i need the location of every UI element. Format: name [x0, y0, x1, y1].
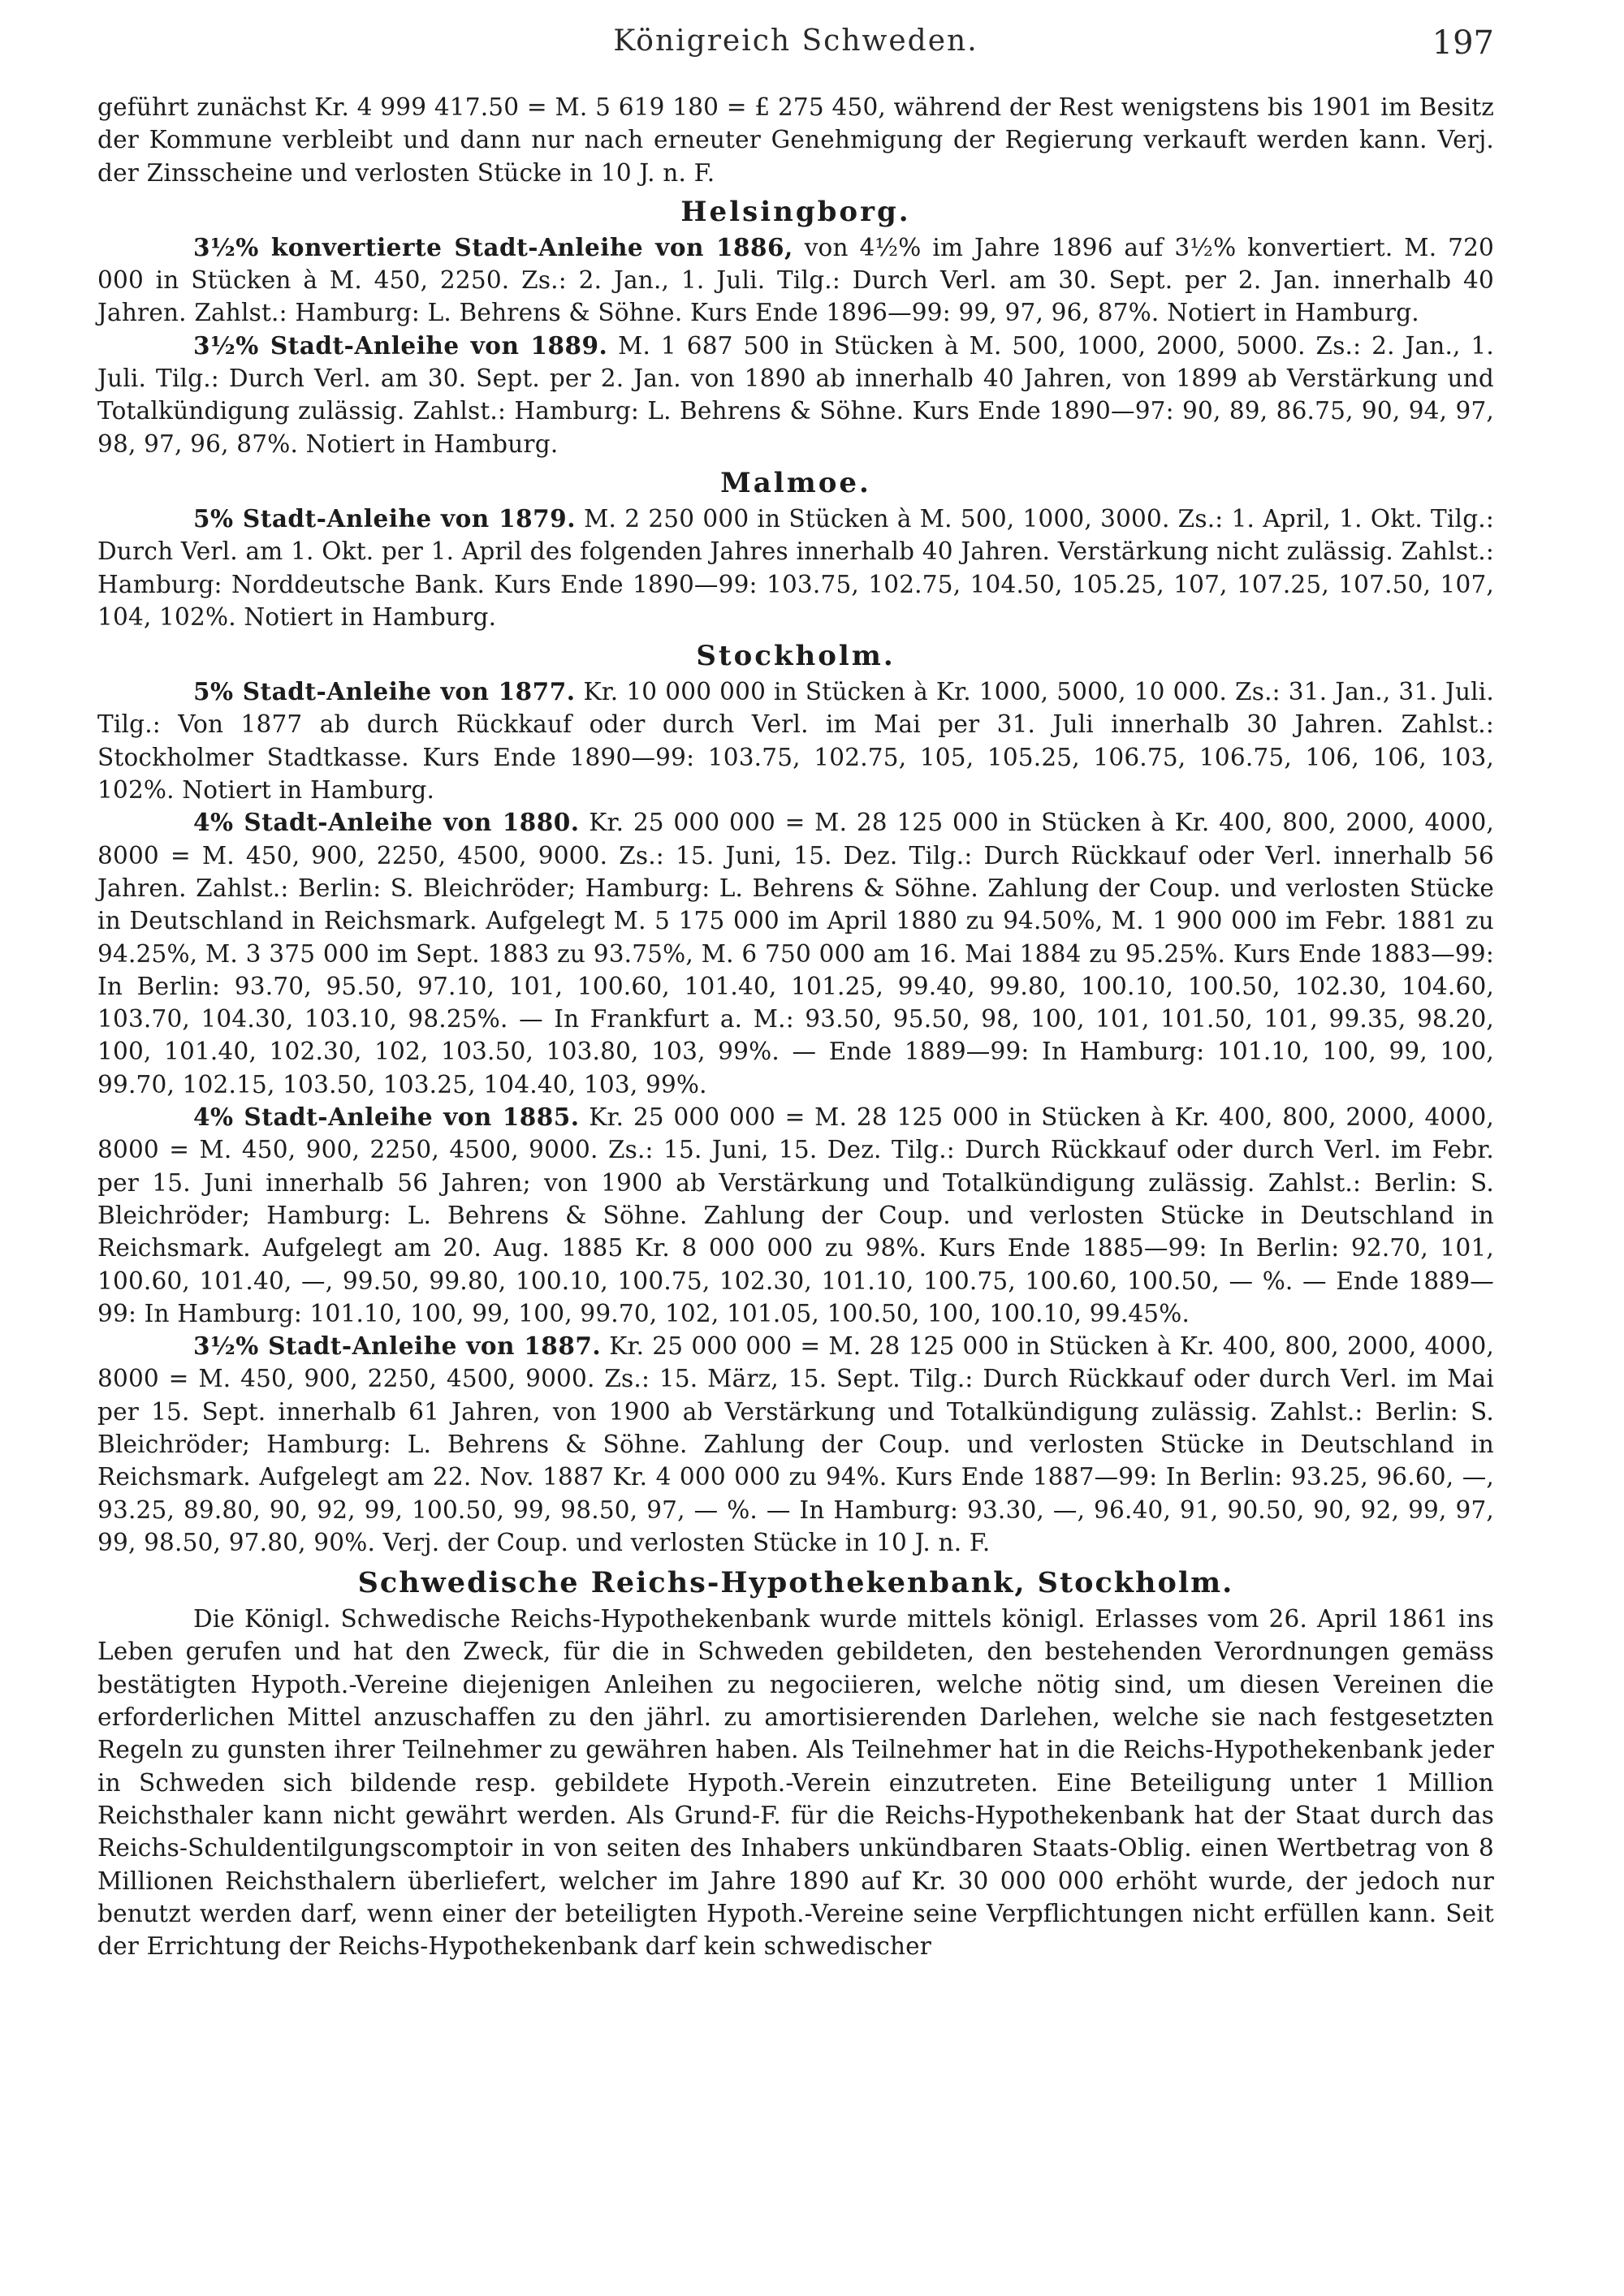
entry-lead: 5% Stadt-Anleihe von 1877.	[193, 677, 576, 706]
entry-text: Kr. 25 000 000 = M. 28 125 000 in Stücken à Kr. 400, 800, 2000, 4000, 8000 = M. 450, 900, 2250, 4500, 9000. Zs.: 15. Juni, 15. Dez. Tilg.: Durch Rückkauf oder durch Verl. im Febr. per 15. Juni innerhalb 56 Jahren; von 1900 ab Verstärkung und Totalkündigung zulässig. Zahlst.: Berlin: S. Bleichröder; Hamburg: L. Behrens & Söhne. Zahlung der Coup. und verlosten Stücke in Deutschland in Reichsmark. Aufgelegt am 20. Aug. 1885 Kr. 8 000 000 zu 98%. Kurs Ende 1885—99: In Berlin: 92.70, 101, 100.60, 101.40, —, 99.50, 99.80, 100.10, 100.75, 102.30, 101.10, 100.75, 100.60, 100.50, — %. — Ende 1889—99: In Hamburg: 101.10, 100, 99, 100, 99.70, 102, 101.05, 100.50, 100, 100.10, 99.45%.	[97, 1103, 1495, 1327]
page-body	[97, 91, 1494, 1962]
section-title-malmoe: Malmoe.	[720, 466, 871, 499]
section-title-stockholm: Stockholm.	[696, 640, 896, 673]
entry-lead: 4% Stadt-Anleihe von 1885.	[193, 1103, 580, 1132]
entry-lead: 4% Stadt-Anleihe von 1880.	[193, 808, 580, 837]
entry-text: M. 2 250 000 in Stücken à M. 500, 1000, 3000. Zs.: 1. April, 1. Okt. Tilg.: Durch Verl. am 1. Okt. per 1. April des folgenden Jahres innerhalb 40 Jahren. Verstärkung nicht zulässig. Zahlst.: Hamburg: Norddeutsche Bank. Kurs Ende 1890—99: 103.75, 102.75, 104.50, 105.25, 107, 107.25, 107.50, 107, 104, 102%. Notiert in Hamburg.	[97, 504, 1494, 631]
entry-text: Kr. 10 000 000 in Stücken à Kr. 1000, 5000, 10 000. Zs.: 31. Jan., 31. Juli. Tilg.: Von 1877 ab durch Rückkauf oder durch Verl. im Mai per 31. Juli innerhalb 30 Jahren. Zahlst.: Stockholmer Stadtkasse. Kurs Ende 1890—99: 103.75, 102.75, 105, 105.25, 106.75, 106.75, 106, 106, 103, 102%. Notiert in Hamburg.	[97, 678, 1494, 805]
running-head: Königreich Schweden.	[613, 24, 978, 58]
page-header	[97, 18, 1494, 65]
entry-stockholm-1887	[97, 1330, 1494, 1559]
section-title-helsingborg: Helsingborg.	[680, 195, 911, 228]
entry-malmoe-1879	[97, 503, 1494, 633]
entry-lead: 3½% Stadt-Anleihe von 1889.	[193, 330, 608, 360]
entry-stockholm-1885	[97, 1101, 1494, 1330]
entry-text: Kr. 25 000 000 = M. 28 125 000 in Stücken à Kr. 400, 800, 2000, 4000, 8000 = M. 450, 900, 2250, 4500, 9000. Zs.: 15. März, 15. Sept. Tilg.: Durch Rückkauf oder durch Verl. im Mai per 15. Sept. innerhalb 61 Jahren, von 1900 ab Verstärkung und Totalkündigung zulässig. Zahlst.: Berlin: S. Bleichröder; Hamburg: L. Behrens & Söhne. Zahlung der Coup. und verlosten Stücke in Deutschland in Reichsmark. Aufgelegt am 22. Nov. 1887 Kr. 4 000 000 zu 94%. Kurs Ende 1887—99: In Berlin: 93.25, 96.60, —, 93.25, 89.80, 90, 92, 99, 100.50, 99, 98.50, 97, — %. — In Hamburg: 93.30, —, 96.40, 91, 90.50, 90, 92, 99, 97, 99, 98.50, 97.80, 90%. Verj. der Coup. und verlosten Stücke in 10 J. n. F.	[97, 1332, 1495, 1556]
intro-paragraph: geführt zunächst Kr. 4 999 417.50 = M. 5 619 180 = £ 275 450, während der Rest wenigstens bis 1901 im Besitz der Kommune verbleibt und dann nur nach erneuter Genehmigung der Regierung verkauft werden kann. Verj. der Zinsscheine und verlosten Stücke in 10 J. n. F.	[97, 93, 1494, 187]
section-title-reichs-hypothekenbank: Schwedische Reichs-Hypothekenbank, Stockholm.	[357, 1566, 1234, 1600]
entry-text: von 4½% im Jahre 1896 auf 3½% konvertiert. M. 720 000 in Stücken à M. 450, 2250. Zs.: 2. Jan., 1. Juli. Tilg.: Durch Verl. am 30. Sept. per 2. Jan. innerhalb 40 Jahren. Zahlst.: Hamburg: L. Behrens & Söhne. Kurs Ende 1896—99: 99, 97, 96, 87%. Notiert in Hamburg.	[97, 233, 1495, 327]
entry-text: Kr. 25 000 000 = M. 28 125 000 in Stücken à Kr. 400, 800, 2000, 4000, 8000 = M. 450, 900, 2250, 4500, 9000. Zs.: 15. Juni, 15. Dez. Tilg.: Durch Rückkauf oder Verl. innerhalb 56 Jahren. Zahlst.: Berlin: S. Bleichröder; Hamburg: L. Behrens & Söhne. Zahlung der Coup. und verlosten Stücke in Deutschland in Reichsmark. Aufgelegt M. 5 175 000 im April 1880 zu 94.50%, M. 1 900 000 im Febr. 1881 zu 94.25%, M. 3 375 000 im Sept. 1883 zu 93.75%, M. 6 750 000 am 16. Mai 1884 zu 95.25%. Kurs Ende 1883—99: In Berlin: 93.70, 95.50, 97.10, 101, 100.60, 101.40, 101.25, 99.40, 99.80, 100.10, 100.50, 102.30, 104.60, 103.70, 104.30, 103.10, 98.25%. — In Frankfurt a. M.: 93.50, 95.50, 98, 100, 101, 101.50, 101, 99.35, 98.20, 100, 101.40, 102.30, 102, 103.50, 103.80, 103, 99%. — Ende 1889—99: In Hamburg: 101.10, 100, 99, 100, 99.70, 102.15, 103.50, 103.25, 104.40, 103, 99%.	[97, 809, 1495, 1098]
page-number: 197	[1432, 24, 1494, 62]
entry-lead: 5% Stadt-Anleihe von 1879.	[193, 503, 576, 533]
entry-text: M. 1 687 500 in Stücken à M. 500, 1000, 2000, 5000. Zs.: 2. Jan., 1. Juli. Tilg.: Durch Verl. am 30. Sept. per 2. Jan. von 1890 ab innerhalb 40 Jahren, von 1899 ab Verstärkung und Totalkündigung zulässig. Zahlst.: Hamburg: L. Behrens & Söhne. Kurs Ende 1890—97: 90, 89, 86.75, 90, 94, 97, 98, 97, 96, 87%. Notiert in Hamburg.	[97, 331, 1494, 458]
entry-stockholm-1877	[97, 675, 1494, 806]
paragraph-reichs-hypothekenbank: Die Königl. Schwedische Reichs-Hypothekenbank wurde mittels königl. Erlasses vom 26. April 1861 ins Leben gerufen und hat den Zweck, für die in Schweden gebildeten, den bestehenden Verordnungen gemäss bestätigten Hypoth.-Vereine diejenigen Anleihen zu negociieren, welche nötig sind, um diesen Vereinen die erforderlichen Mittel anzuschaffen zu den jährl. zu amortisierenden Darlehen, welche sie nach festgesetzten Regeln zu gunsten ihrer Teilnehmer zu gewähren haben. Als Teilnehmer hat in die Reichs-Hypothekenbank jeder in Schweden sich bildende resp. gebildete Hypoth.-Verein einzutreten. Eine Beteiligung unter 1 Million Reichsthaler kann nicht gewährt werden. Als Grund-F. für die Reichs-Hypothekenbank hat der Staat durch das Reichs-Schuldentilgungscomptoir in von seiten des Inhabers unkündbaren Staats-Oblig. einen Wertbetrag von 8 Millionen Reichsthalern überliefert, welcher im Jahre 1890 auf Kr. 30 000 000 erhöht wurde, der jedoch nur benutzt werden darf, wenn einer der beteiligten Hypoth.-Vereine seine Verpflichtungen nicht erfüllen kann. Seit der Errichtung der Reichs-Hypothekenbank darf kein schwedischer	[97, 1605, 1494, 1961]
entry-lead: 3½% konvertierte Stadt-Anleihe von 1886,	[193, 232, 793, 261]
entry-stockholm-1880	[97, 806, 1494, 1101]
entry-helsingborg-1886	[97, 231, 1494, 330]
entry-helsingborg-1889	[97, 330, 1494, 460]
entry-lead: 3½% Stadt-Anleihe von 1887.	[193, 1331, 602, 1361]
